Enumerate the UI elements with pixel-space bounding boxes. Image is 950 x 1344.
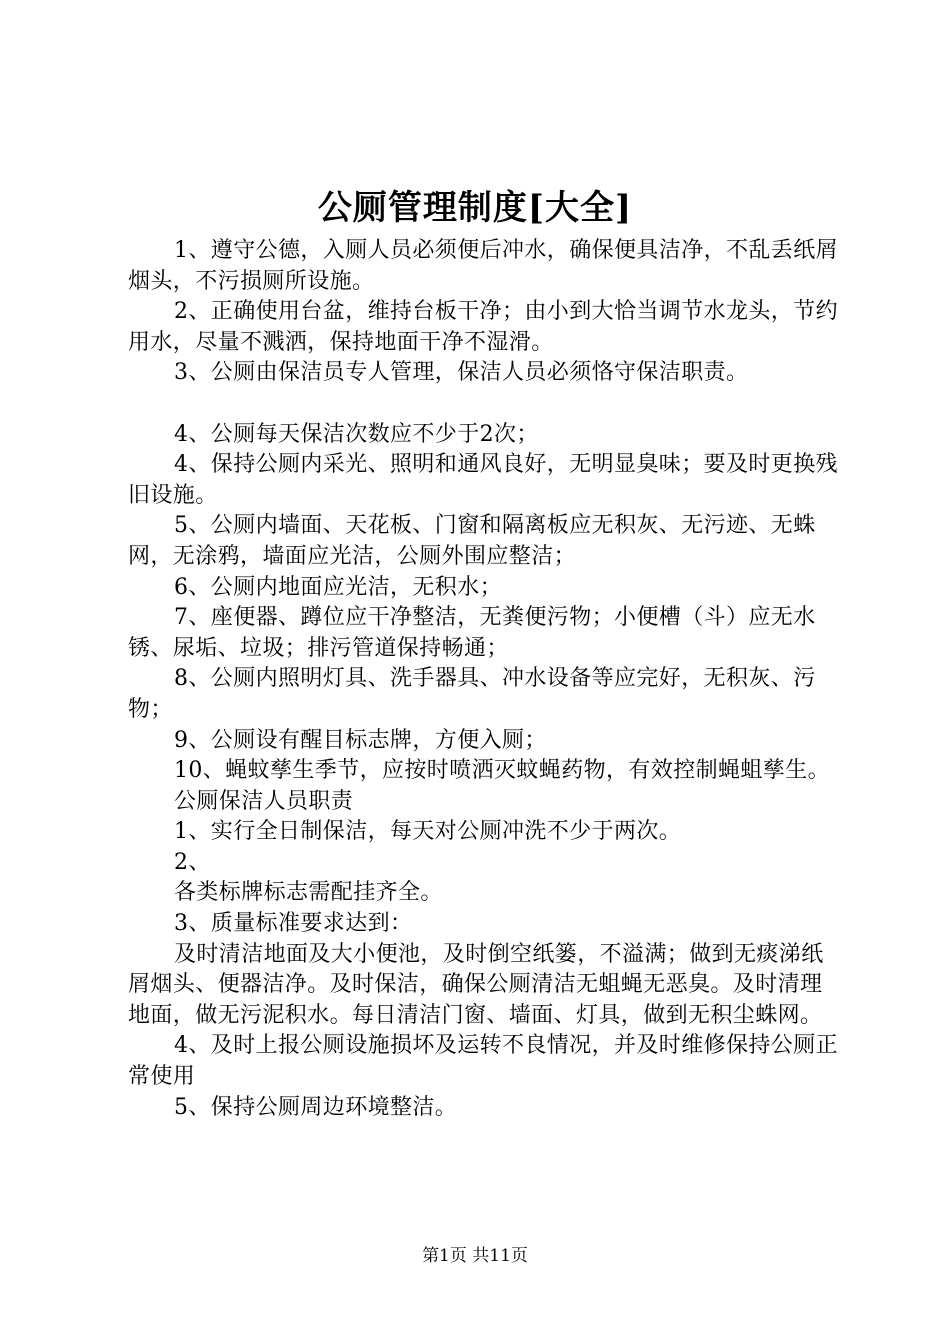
paragraph-3: 3、公厕由保洁员专人管理，保洁人员必须恪守保洁职责。 (174, 360, 749, 386)
document-body (128, 236, 838, 1123)
paragraph-7: 6、公厕内地面应光洁，无积水； (174, 574, 502, 600)
paragraph-5: 4、保持公厕内采光、照明和通风良好，无明显臭味；要及时更换残旧设施。 (128, 452, 838, 508)
paragraph-4: 4、公厕每天保洁次数应不少于2次； (174, 421, 539, 447)
paragraph-9: 8、公厕内照明灯具、洗手器具、冲水设备等应完好，无积灰、污物； (128, 666, 816, 722)
paragraph-18: 4、及时上报公厕设施损坏及运转不良情况，并及时维修保持公厕正常使用 (128, 1033, 838, 1090)
page-footer: 第1页 共11页 (422, 1246, 528, 1266)
paragraph-15: 各类标牌标志需配挂齐全。 (174, 880, 443, 906)
paragraph-17: 及时清洁地面及大小便池，及时倒空纸篓，不溢满；做到无痰涕纸屑烟头、便器洁净。及时保洁，确保公厕清洁无蛆蝇无恶臭。及时清理地面，做无污泥积水。每日清洁门窗、墙面、灯具，做到无积尘蛛网。 (128, 941, 824, 1028)
blank-line (128, 389, 838, 420)
paragraph-13: 1、实行全日制保洁，每天对公厕冲洗不少于两次。 (174, 819, 682, 845)
paragraph-10: 9、公厕设有醒目标志牌，方便入厕； (174, 727, 547, 753)
section-heading: 公厕保洁人员职责 (174, 788, 354, 814)
paragraph-11: 10、蝇蚊孳生季节，应按时喷洒灭蚊蝇药物，有效控制蝇蛆孳生。 (174, 758, 830, 784)
paragraph-1: 1、遵守公德，入厕人员必须便后冲水，确保便具洁净，不乱丢纸屑烟头，不污损厕所设施。 (128, 238, 838, 294)
paragraph-16: 3、质量标准要求达到： (174, 911, 413, 937)
paragraph-6: 5、公厕内墙面、天花板、门窗和隔离板应无积灰、无污迹、无蛛网，无涂鸦，墙面应光洁，公厕外围应整洁； (128, 513, 816, 569)
paragraph-14: 2、 (174, 849, 211, 875)
paragraph-19: 5、保持公厕周边环境整洁。 (174, 1094, 458, 1120)
document-title: 公厕管理制度[大全] (317, 188, 633, 228)
paragraph-2: 2、正确使用台盆，维持台板干净；由小到大恰当调节水龙头，节约用水，尽量不溅洒，保持地面干净不湿滑。 (128, 299, 838, 355)
paragraph-8: 7、座便器、蹲位应干净整洁，无粪便污物；小便槽（斗）应无水锈、尿垢、垃圾；排污管道保持畅通； (128, 605, 816, 661)
